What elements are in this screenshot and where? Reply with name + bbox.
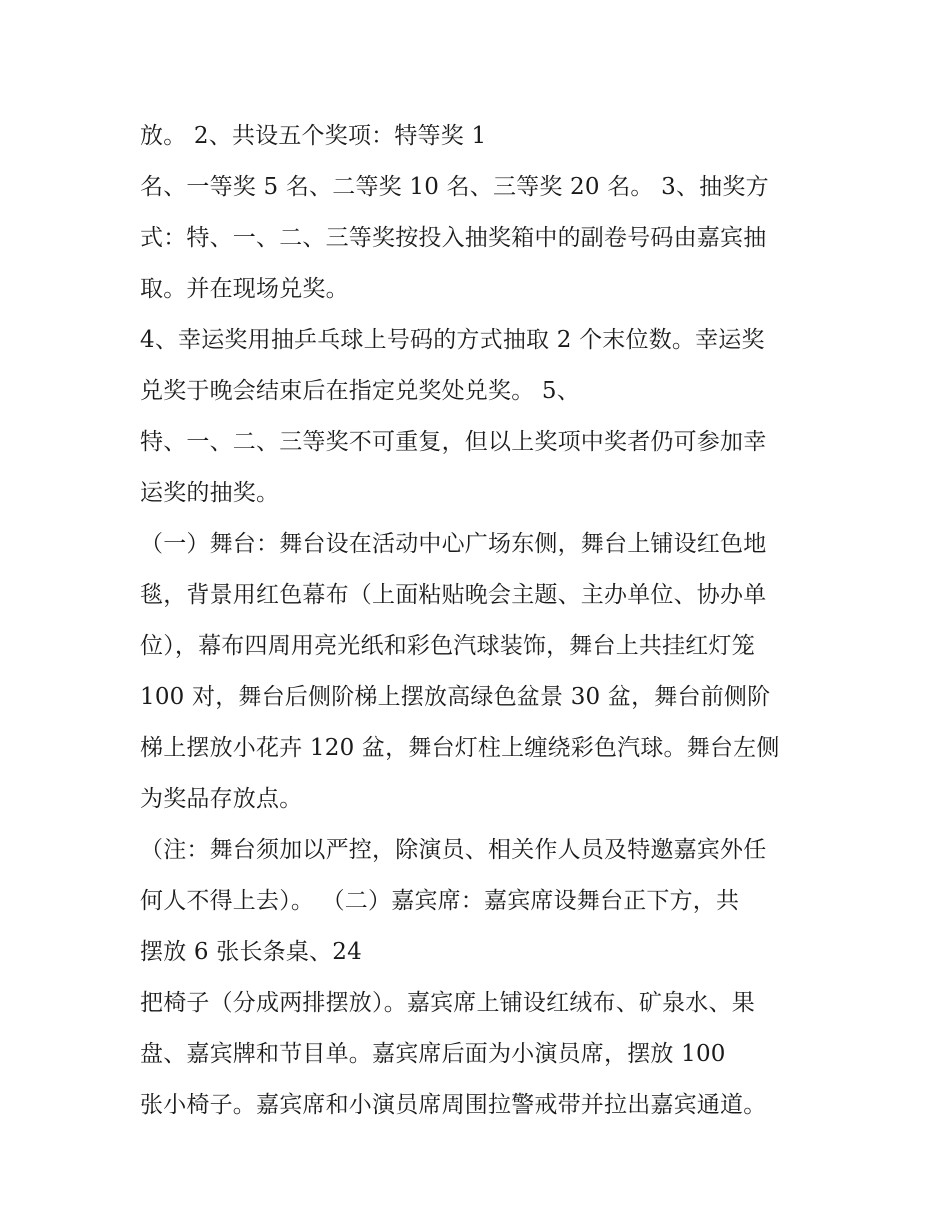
text-line-10: 毯，背景用红色幕布（上面粘贴晚会主题、主办单位、协办单 xyxy=(140,582,767,608)
text-line-14: 为奖品存放点。 xyxy=(140,786,303,812)
text-line-17: 摆放 6 张长条桌、24 xyxy=(140,939,362,965)
text-line-5: 4、幸运奖用抽乒乓球上号码的方式抽取 2 个末位数。幸运奖 xyxy=(140,327,765,353)
text-line-1: 放。 2、共设五个奖项：特等奖 1 xyxy=(140,123,487,149)
document-body xyxy=(140,111,830,1131)
text-line-20: 张小椅子。嘉宾席和小演员席周围拉警戒带并拉出嘉宾通道。 xyxy=(140,1092,767,1118)
text-line-2: 名、一等奖 5 名、二等奖 10 名、三等奖 20 名。 3、抽奖方 xyxy=(140,174,769,200)
text-line-4: 取。并在现场兑奖。 xyxy=(140,276,349,302)
text-line-12: 100 对，舞台后侧阶梯上摆放高绿色盆景 30 盆，舞台前侧阶 xyxy=(140,684,771,710)
text-line-18: 把椅子（分成两排摆放）。嘉宾席上铺设红绒布、矿泉水、果 xyxy=(140,990,755,1016)
text-line-7: 特、一、二、三等奖不可重复，但以上奖项中奖者仍可参加幸 xyxy=(140,429,767,455)
text-line-19: 盘、嘉宾牌和节目单。嘉宾席后面为小演员席，摆放 100 xyxy=(140,1041,726,1067)
text-line-9: （一）舞台：舞台设在活动中心广场东侧，舞台上铺设红色地 xyxy=(140,531,767,557)
text-line-16: 何人不得上去）。 （二）嘉宾席：嘉宾席设舞台正下方，共 xyxy=(140,888,740,914)
text-line-15: （注：舞台须加以严控，除演员、相关作人员及特邀嘉宾外任 xyxy=(140,837,767,863)
text-line-11: 位），幕布四周用亮光纸和彩色汽球装饰，舞台上共挂红灯笼 xyxy=(140,633,755,659)
text-line-3: 式：特、一、二、三等奖按投入抽奖箱中的副卷号码由嘉宾抽 xyxy=(140,225,767,251)
text-line-8: 运奖的抽奖。 xyxy=(140,480,280,506)
text-line-6: 兑奖于晚会结束后在指定兑奖处兑奖。 5、 xyxy=(140,378,580,404)
text-line-13: 梯上摆放小花卉 120 盆，舞台灯柱上缠绕彩色汽球。舞台左侧 xyxy=(140,735,780,761)
